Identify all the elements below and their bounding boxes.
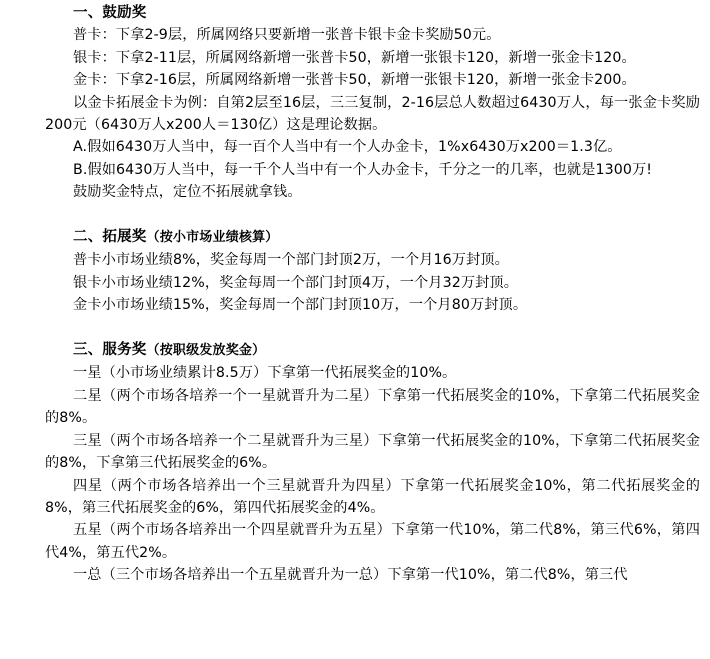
paragraph-rank-three-star: 三星（两个市场各培养一个二星就晋升为三星）下拿第一代拓展奖金的10%，下拿第二代拓展奖金的8%，下拿第三代拓展奖金的6%。 [45, 432, 700, 472]
section-heading-text: 二、拓展奖 [73, 229, 147, 246]
section-heading-note: （按职级发放奖金） [146, 343, 266, 359]
paragraph-rank-one-star: 一星（小市场业绩累计8.5万）下拿第一代拓展奖金的10%。 [73, 365, 457, 382]
section-heading-text: 一、鼓励奖 [73, 5, 147, 21]
paragraph-rank-four-star: 四星（两个市场各培养出一个三星就晋升为四星）下拿第一代拓展奖金10%，第二代拓展奖金的8%，第三代拓展奖金的6%，第四代拓展奖金的4%。 [45, 477, 700, 516]
paragraph-assumption-b: B.假如6430万人当中，每一千个人当中有一个人办金卡，千分之一的几率，也就是1300万! [73, 161, 653, 178]
section-spacer [45, 317, 700, 339]
paragraph-yinka-expansion: 银卡小市场业绩12%，奖金每周一个部门封顶4万，一个月32万封顶。 [73, 274, 518, 291]
section-heading-text: 三、服务奖 [73, 342, 147, 359]
paragraph-rank-five-star: 五星（两个市场各培养出一个四星就晋升为五星）下拿第一代10%，第二代8%，第三代6%，第四代4%，第五代2%。 [45, 522, 700, 561]
section-heading-note: （按小市场业绩核算） [146, 230, 279, 246]
paragraph-rank-one-chief: 一总（三个市场各培养出一个五星就晋升为一总）下拿第一代10%，第二代8%，第三代 [73, 567, 628, 584]
paragraph-yinka-encouragement: 银卡：下拿2-11层，所属网络新增一张普卡50，新增一张银卡120，新增一张金卡120。 [73, 49, 636, 66]
paragraph-rank-two-star: 二星（两个市场各培养一个一星就晋升为二星）下拿第一代拓展奖金的10%，下拿第二代拓展奖金的8%。 [45, 387, 700, 427]
paragraph-encouragement-summary: 鼓励奖金特点，定位不拓展就拿钱。 [73, 184, 302, 201]
section-heading-service [45, 339, 700, 362]
section-heading-encouragement [45, 2, 700, 24]
section-heading-expansion [45, 226, 700, 249]
paragraph-jinka-expansion: 金卡小市场业绩15%，奖金每周一个部门封顶10万，一个月80万封顶。 [73, 297, 528, 314]
paragraph-example-calculation: 以金卡拓展金卡为例：自第2层至16层，三三复制，2-16层总人数超过6430万人，每一张金卡奖励200元（6430万人x200人＝130亿）这是理论数据。 [45, 94, 700, 134]
paragraph-assumption-a: A.假如6430万人当中，每一百个人当中有一个人办金卡，1%x6430万x200＝1.3亿。 [73, 139, 622, 156]
section-spacer [45, 204, 700, 226]
paragraph-puka-expansion: 普卡小市场业绩8%，奖金每周一个部门封顶2万，一个月16万封顶。 [73, 252, 509, 269]
paragraph-jinka-encouragement: 金卡：下拿2-16层，所属网络新增一张普卡50，新增一张银卡120，新增一张金卡200。 [73, 72, 636, 89]
document-body [45, 0, 700, 587]
paragraph-puka-encouragement: 普卡：下拿2-9层，所属网络只要新增一张普卡银卡金卡奖励50元。 [73, 27, 501, 44]
